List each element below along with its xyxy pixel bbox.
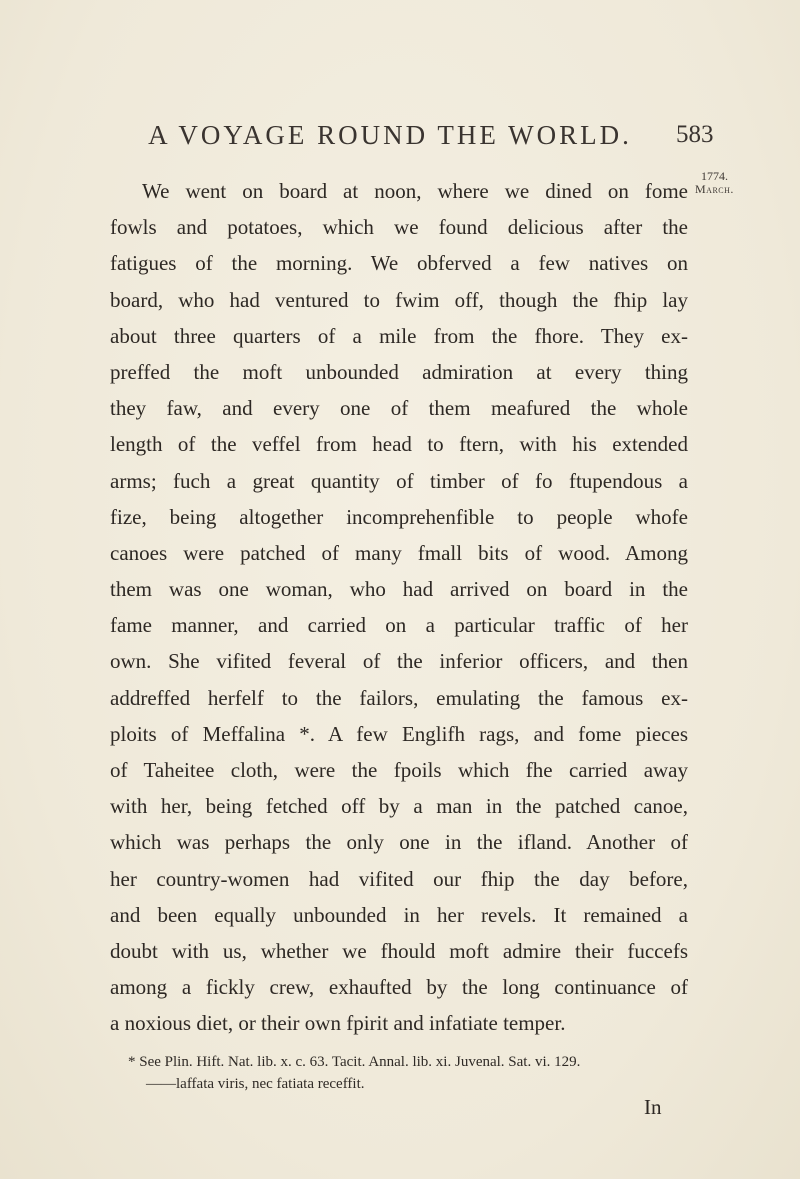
- text-line: board, who had ventured to fwim off, though the fhip lay: [110, 287, 688, 312]
- text-line: about three quarters of a mile from the fhore. They ex-: [110, 323, 688, 348]
- text-line: fame manner, and carried on a particular traffic of her: [110, 613, 688, 638]
- text-line: addreffed herfelf to the failors, emulating the famous ex-: [110, 685, 688, 710]
- text-line: own. She vifited feveral of the inferior officers, and then: [110, 649, 688, 674]
- text-line: a noxious diet, or their own fpirit and infatiate temper.: [110, 1011, 566, 1036]
- text-line: We went on board at noon, where we dined on fome: [142, 179, 688, 203]
- text-line: canoes were patched of many fmall bits of wood. Among: [110, 540, 688, 565]
- text-line: them was one woman, who had arrived on board in the: [110, 577, 688, 602]
- text-line: they faw, and every one of them meafured the whole: [110, 396, 688, 421]
- margin-note-year: 1774.: [700, 169, 728, 183]
- text-line: fowls and potatoes, which we found delicious after the: [110, 215, 688, 240]
- page-number: 583: [676, 121, 714, 148]
- footnote-quotation: ——laffata viris, nec fatiata receffit.: [146, 1076, 365, 1092]
- text-line: and been equally unbounded in her revels. It remained a: [110, 902, 688, 927]
- margin-note: [695, 170, 734, 196]
- body-text: [110, 176, 688, 1045]
- text-line: fize, being altogether incomprehenfible to people whofe: [110, 504, 688, 529]
- text-line: her country-women had vifited our fhip the day before,: [110, 866, 688, 891]
- running-title: A VOYAGE ROUND THE WORLD.: [148, 120, 632, 150]
- text-line: with her, being fetched off by a man in the patched canoe,: [110, 794, 688, 819]
- text-line: doubt with us, whether we fhould moft admire their fuccefs: [110, 938, 688, 963]
- text-line: among a fickly crew, exhaufted by the long continuance of: [110, 975, 688, 1000]
- footnote: [128, 1051, 688, 1095]
- margin-note-month: March.: [695, 182, 734, 196]
- footnote-citation: * See Plin. Hift. Nat. lib. x. c. 63. Tacit. Annal. lib. xi. Juvenal. Sat. vi. 129.: [128, 1054, 581, 1070]
- text-line: length of the veffel from head to ftern, with his extended: [110, 432, 688, 457]
- text-line: preffed the moft unbounded admiration at every thing: [110, 359, 688, 384]
- text-line: which was perhaps the only one in the ifland. Another of: [110, 830, 688, 855]
- text-line: ploits of Meffalina *. A few Englifh rags, and fome pieces: [110, 721, 688, 746]
- catchword: In: [644, 1095, 662, 1119]
- text-line: fatigues of the morning. We obferved a few natives on: [110, 251, 688, 276]
- text-line: of Taheitee cloth, were the fpoils which fhe carried away: [110, 758, 688, 782]
- text-line: arms; fuch a great quantity of timber of fo ftupendous a: [110, 468, 688, 493]
